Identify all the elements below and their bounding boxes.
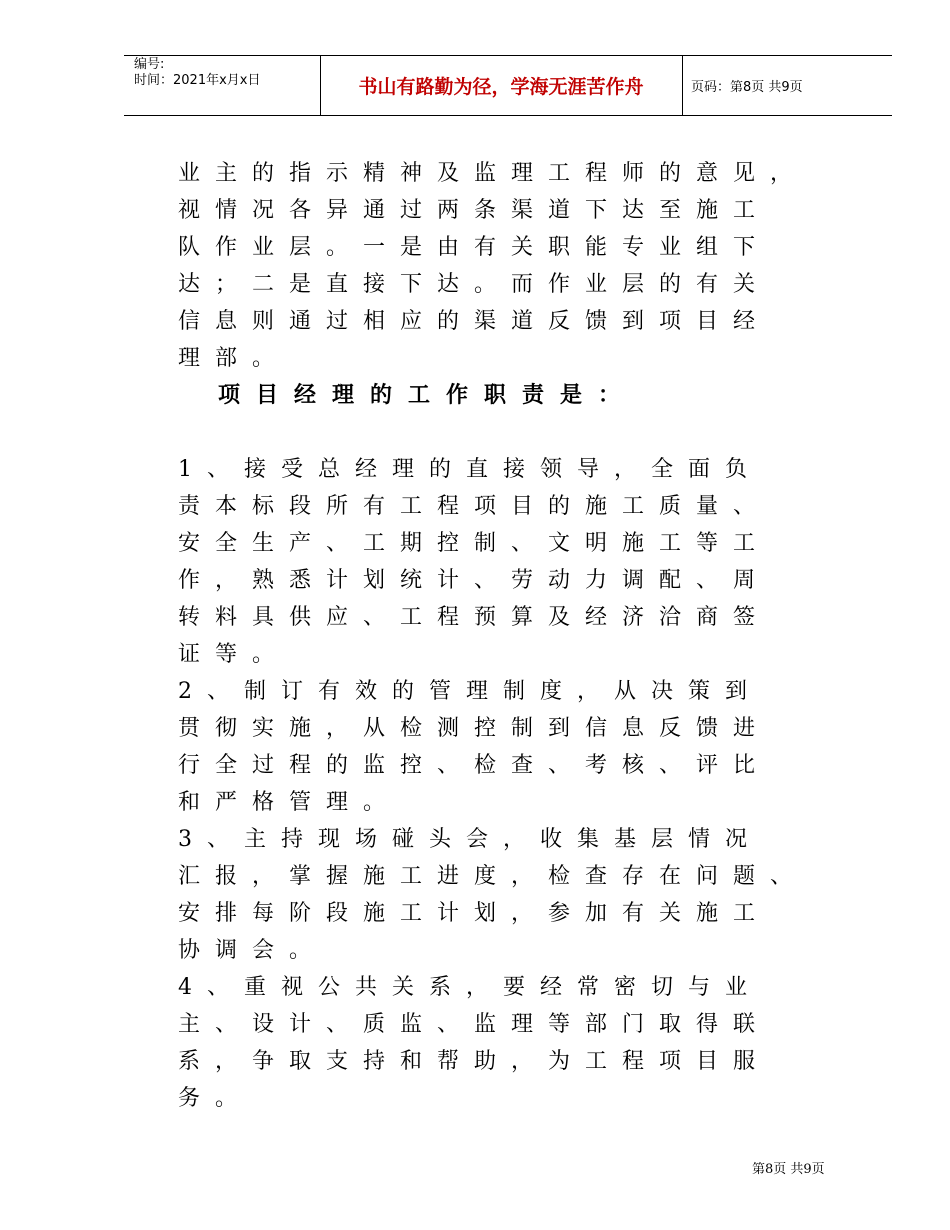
intro-line: 业主的指示精神及监理工程师的意见， bbox=[178, 161, 808, 186]
duty-line: 责本标段所有工程项目的施工质量、 bbox=[178, 494, 771, 519]
intro-line: 理部。 bbox=[178, 346, 290, 371]
duty-line: 2、制订有效的管理制度，从决策到 bbox=[178, 679, 762, 704]
duty-line: 作，熟悉计划统计、劳动力调配、周 bbox=[178, 568, 771, 593]
duty-line: 1、接受总经理的直接领导，全面负 bbox=[178, 457, 762, 482]
intro-line: 队作业层。一是由有关职能专业组下 bbox=[178, 235, 771, 260]
duty-line: 证等。 bbox=[178, 642, 290, 667]
intro-line: 达；二是直接下达。而作业层的有关 bbox=[178, 272, 771, 297]
duty-line: 协调会。 bbox=[178, 938, 327, 963]
duty-line: 和严格管理。 bbox=[178, 790, 401, 815]
duty-line: 系，争取支持和帮助，为工程项目服 bbox=[178, 1049, 771, 1074]
duty-line: 3、主持现场碰头会，收集基层情况 bbox=[178, 827, 762, 852]
document-number-label: 编号: bbox=[134, 57, 165, 72]
document-body bbox=[178, 155, 858, 1117]
duty-line: 汇报，掌握施工进度，检查存在问题、 bbox=[178, 864, 808, 889]
header-bottom-border bbox=[124, 115, 892, 116]
duty-line: 主、设计、质监、监理等部门取得联 bbox=[178, 1012, 771, 1037]
intro-line: 视情况各异通过两条渠道下达至施工 bbox=[178, 198, 771, 223]
blank-line bbox=[178, 414, 858, 451]
duty-line: 转料具供应、工程预算及经济洽商签 bbox=[178, 605, 771, 630]
duty-line: 安全生产、工期控制、文明施工等工 bbox=[178, 531, 771, 556]
document-time: 时间：2021年x月x日 bbox=[134, 73, 261, 88]
section-heading: 项目经理的工作职责是： bbox=[218, 382, 637, 408]
duty-line: 安排每阶段施工计划，参加有关施工 bbox=[178, 901, 771, 926]
header-divider-right bbox=[682, 55, 683, 115]
duty-line: 贯彻实施，从检测控制到信息反馈进 bbox=[178, 716, 771, 741]
duty-line: 4、重视公共关系，要经常密切与业 bbox=[178, 975, 762, 1000]
intro-line: 信息则通过相应的渠道反馈到项目经 bbox=[178, 309, 771, 334]
header-meta bbox=[134, 57, 319, 89]
header-motto: 书山有路勤为径，学海无涯苦作舟 bbox=[358, 75, 644, 98]
header-page-info: 页码：第8页 共9页 bbox=[691, 79, 803, 95]
footer-page-info: 第8页 共9页 bbox=[752, 1162, 825, 1177]
duty-line: 务。 bbox=[178, 1086, 253, 1111]
duty-line: 行全过程的监控、检查、考核、评比 bbox=[178, 753, 771, 778]
